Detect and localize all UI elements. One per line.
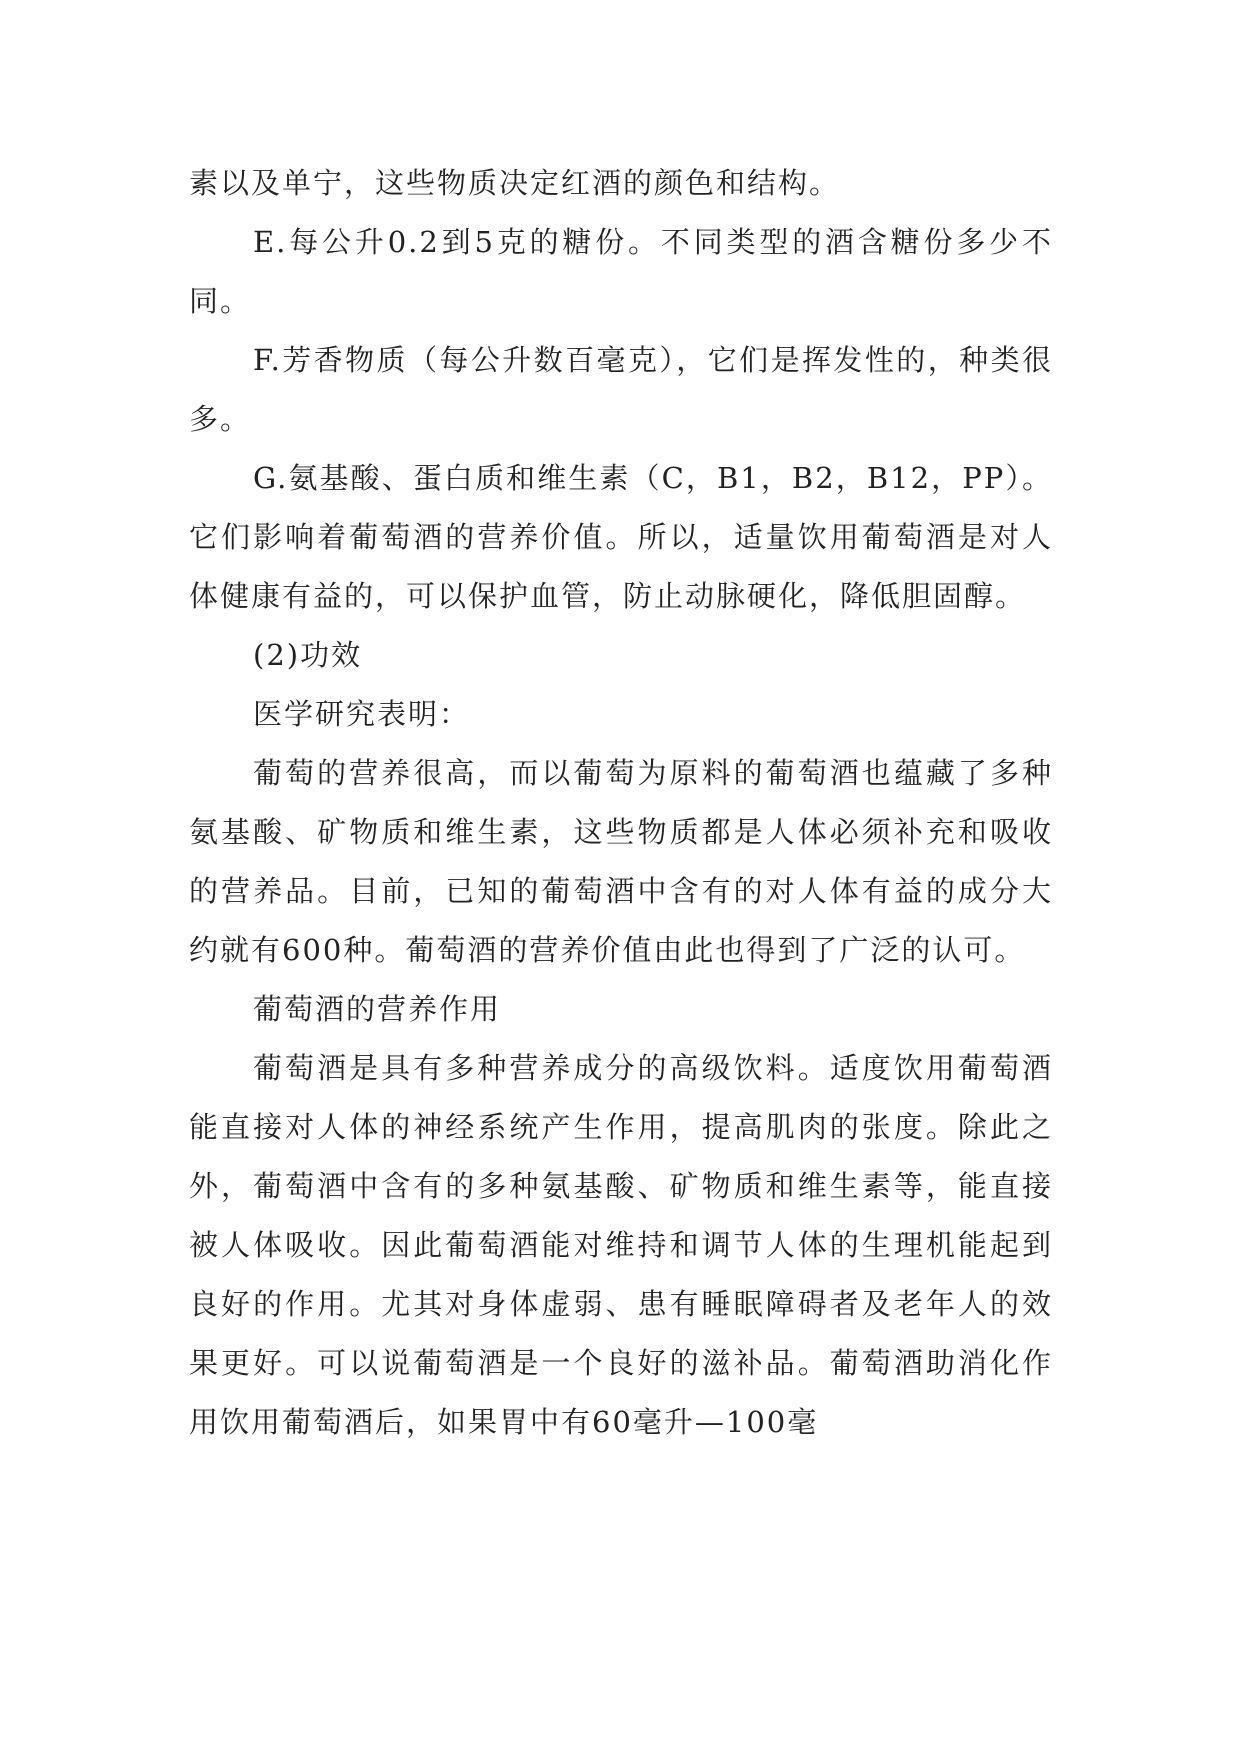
- paragraph-6: 医学研究表明：: [253, 697, 471, 731]
- paragraph-9: 葡萄酒是具有多种营养成分的高级饮料。适度饮用葡萄酒能直接对人体的神经系统产生作用，提高肌肉的张度。除此之外，葡萄酒中含有的多种氨基酸、矿物质和维生素等，能直接被人体吸收。因此葡萄酒能对维持和调节人体的生理机能起到良好的作用。尤其对身体虚弱、患有睡眠障碍者及老年人的效果更好。可以说葡萄酒是一个良好的滋补品。葡萄酒助消化作用饮用葡萄酒后，如果胃中有60毫升—100毫: [189, 1051, 1053, 1439]
- paragraph-3: F.芳香物质（每公升数百毫克），它们是挥发性的，种类很多。: [189, 343, 1053, 436]
- section-heading-efficacy: (2)功效: [253, 638, 363, 672]
- paragraph-7: 葡萄的营养很高，而以葡萄为原料的葡萄酒也蕴藏了多种氨基酸、矿物质和维生素，这些物质都是人体必须补充和吸收的营养品。目前，已知的葡萄酒中含有的对人体有益的成分大约就有600种。葡萄酒的营养价值由此也得到了广泛的认可。: [189, 756, 1053, 967]
- paragraph-1: 素以及单宁，这些物质决定红酒的颜色和结构。: [189, 166, 841, 200]
- subheading-nutrition: 葡萄酒的营养作用: [253, 992, 502, 1026]
- paragraph-4: G.氨基酸、蛋白质和维生素（C，B1，B2，B12，PP）。它们影响着葡萄酒的营养价值。所以，适量饮用葡萄酒是对人体健康有益的，可以保护血管，防止动脉硬化，降低胆固醇。: [189, 461, 1053, 613]
- document-body: [189, 154, 1053, 1452]
- paragraph-2: E.每公升0.2到5克的糖份。不同类型的酒含糖份多少不同。: [189, 225, 1053, 318]
